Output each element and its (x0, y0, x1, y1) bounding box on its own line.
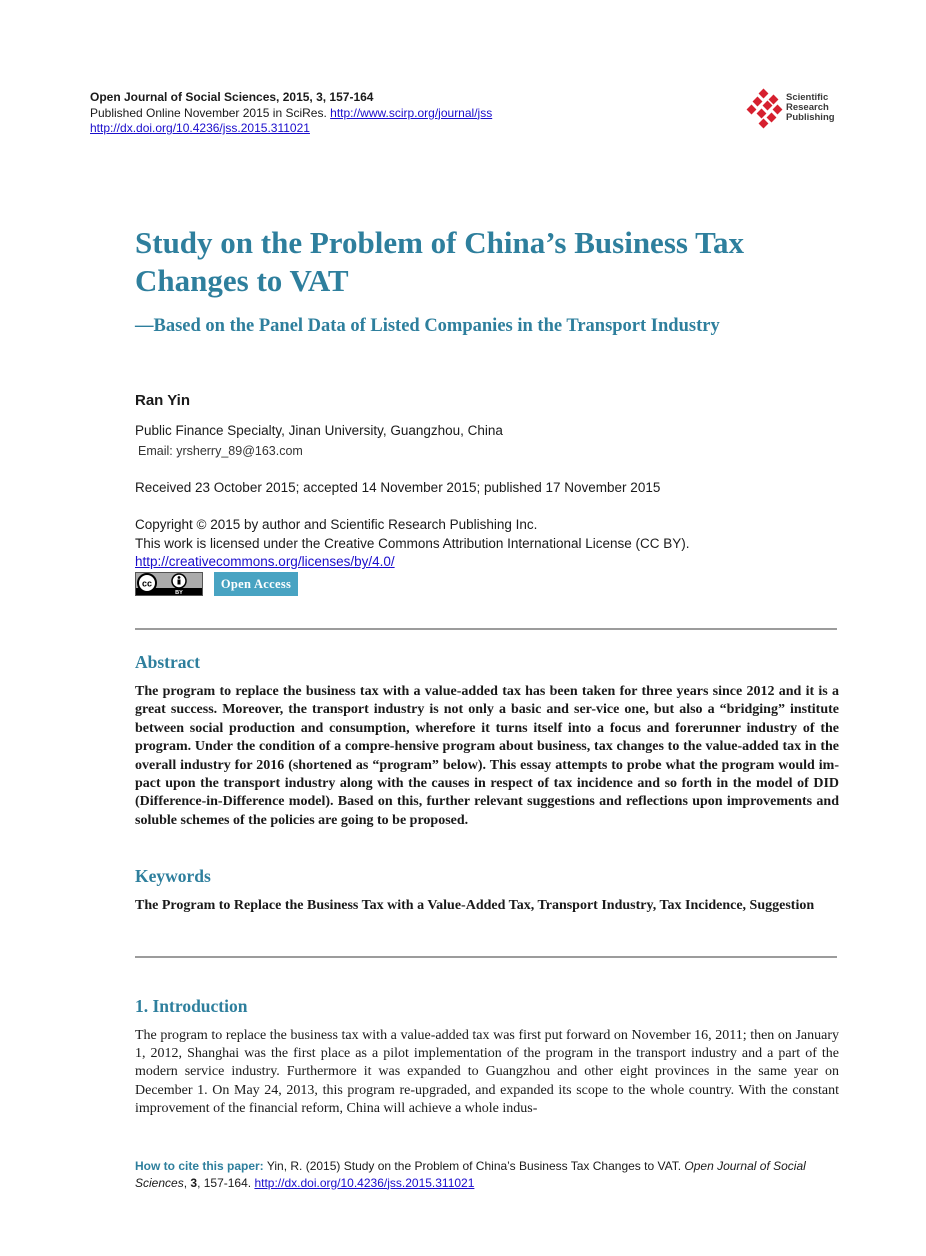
keywords-heading: Keywords (135, 866, 211, 886)
cite-label: How to cite this paper: (135, 1159, 264, 1173)
affiliation: Public Finance Specialty, Jinan University, Guangzhou, China (135, 423, 503, 438)
how-to-cite: How to cite this paper: Yin, R. (2015) Study on the Problem of China’s Business Tax Changes to VAT. Open Journal of Social Sciences, 3, 157-164. http://dx.doi.org/10.4236/jss.2015.311021 (135, 1159, 806, 1190)
logo-wordmark (786, 93, 835, 123)
journal-citation-line: Open Journal of Social Sciences, 2015, 3, 157-164 (90, 90, 374, 104)
introduction-heading: 1. Introduction (135, 996, 248, 1016)
paper-subtitle: —Based on the Panel Data of Listed Companies in the Transport Industry (135, 316, 720, 336)
open-access-badge[interactable]: Open Access (214, 572, 298, 596)
author-name: Ran Yin (135, 392, 191, 409)
cite-text: Yin, R. (2015) Study on the Problem of China’s Business Tax Changes to VAT. (266, 1159, 682, 1173)
logo-line-1: Scientific (786, 92, 829, 103)
license-line: This work is licensed under the Creative Commons Attribution International License (CC BY). (135, 535, 690, 551)
received-dates: Received 23 October 2015; accepted 14 November 2015; published 17 November 2015 (135, 480, 661, 495)
cc-by-badge[interactable] (135, 572, 203, 596)
abstract-heading: Abstract (135, 652, 201, 672)
logo-line-3: Publishing (786, 112, 835, 123)
cite-volume: 3 (190, 1175, 198, 1190)
copyright-block (135, 516, 835, 572)
by-mark: BY (175, 590, 183, 595)
abstract-text: The program to replace the business tax with a value-added tax has been taken for three years since 2012 and it is a great success. Moreover, the transport industry is not only a basic and ser-vice one, but also a “bridging” institute between social production and consumption, wherefore it turns itself into a focus and forerunner industry of the program. Under the condition of a compre-hensive program about business, tax changes to the value-added tax in the overall industry for 2016 (shortened as “program” below). This essay attempts to probe what the program would im-pact upon the transport industry along with the causes in respect of tax incidence and so forth in the model of DID (Difference-in-Difference model). Based on this, further relevant suggestions and reflections upon improvements and soluble schemes of the policies are going to be proposed. (135, 684, 839, 828)
paper-title: Study on the Problem of China’s Business Tax Changes to VAT (135, 225, 744, 298)
cc-mark: cc (141, 578, 153, 589)
cite-journal: Open Journal of Social Sciences (135, 1159, 806, 1190)
keywords-text: The Program to Replace the Business Tax with a Value-Added Tax, Transport Industry, Tax Incidence, Suggestion (135, 898, 815, 913)
scirp-logo (746, 88, 846, 130)
license-link[interactable]: http://creativecommons.org/licenses/by/4.0/ (135, 554, 395, 569)
copyright-line: Copyright © 2015 by author and Scientific Research Publishing Inc. (135, 517, 538, 532)
cite-doi-link[interactable]: http://dx.doi.org/10.4236/jss.2015.311021 (254, 1175, 475, 1190)
logo-diamonds-icon (746, 88, 786, 130)
journal-link[interactable]: http://www.scirp.org/journal/jss (330, 105, 493, 120)
logo-line-2: Research (786, 102, 829, 113)
author-email: Email: yrsherry_89@163.com (138, 444, 303, 458)
published-line (90, 106, 650, 122)
journal-header (90, 90, 650, 137)
introduction-text: The program to replace the business tax with a value-added tax was first put forward on November 16, 2011; then on January 1, 2012, Shanghai was the first place as a pilot implementation of the program in the transport industry and a part of the modern service industry. Furthermore it was expanded to Guangzhou and other eight provinces in the same year on December 1. On May 24, 2013, this program re-upgraded, and expanded its scope to the whole country. With the constant improvement of the financial reform, China will achieve a whole indus- (135, 1028, 839, 1116)
published-prefix: Published Online November 2015 in SciRes. (90, 105, 327, 120)
divider-bottom (135, 956, 837, 958)
cc-by-license-icon (136, 573, 202, 595)
doi-link[interactable]: http://dx.doi.org/10.4236/jss.2015.311021 (90, 121, 310, 135)
cite-pages: , 157-164. (197, 1175, 252, 1190)
divider-top (135, 628, 837, 630)
